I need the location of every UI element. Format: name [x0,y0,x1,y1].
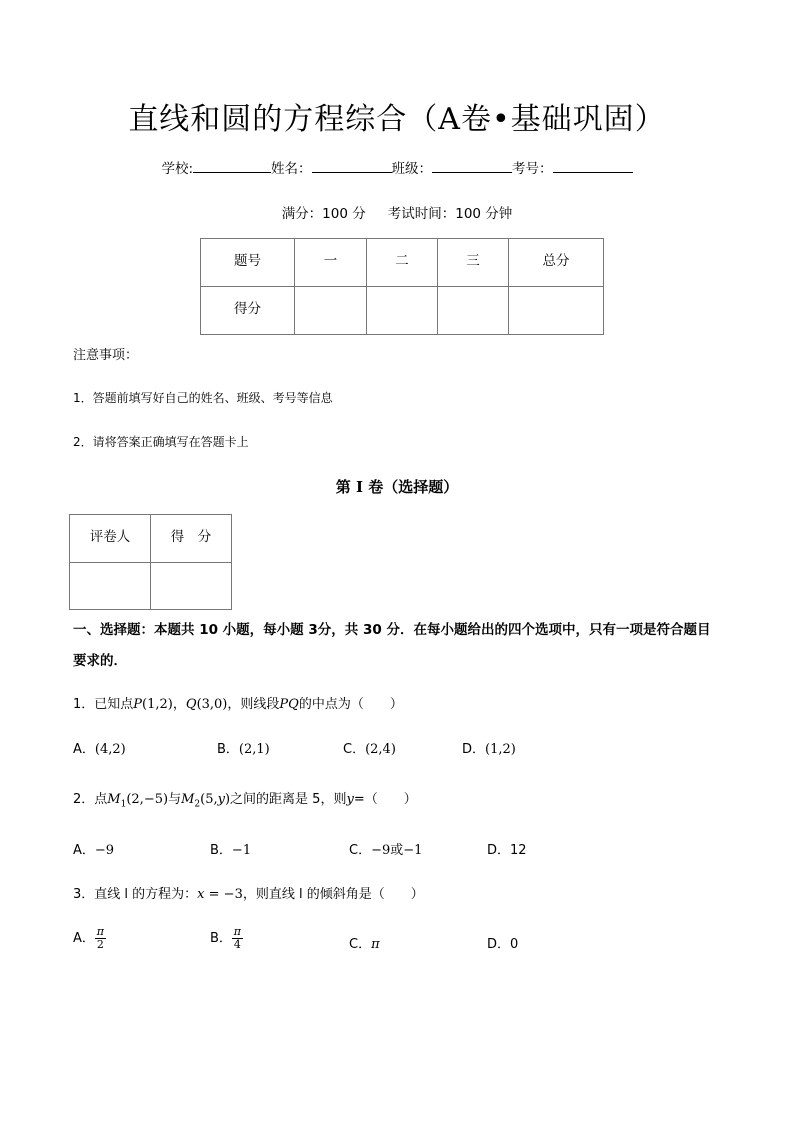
score-table-header-row [201,239,604,287]
option-text: (2,1) [238,742,270,757]
grader-table [69,514,232,610]
segment-label: PQ [279,697,299,712]
option-d[interactable] [462,738,516,757]
point-m2-subscript: 2 [194,799,201,810]
stem-text: 的中点为（ ） [298,697,403,712]
option-text: −1 [231,843,252,858]
score-table-header: 题号 [201,239,295,287]
stem-text: 之间的距离是 5，则 [230,792,347,807]
grader-table-header-row [70,515,232,563]
score-row-label: 得分 [201,287,295,335]
fraction-denominator: 2 [96,938,104,951]
option-letter: A． [73,931,95,946]
score-cell [438,287,509,335]
score-table [200,238,604,335]
full-marks: 满分：100 分 [281,206,366,222]
option-text: 0 [510,937,519,952]
question-number: 2． [73,792,95,807]
score-cell [295,287,367,335]
point-m1-subscript: 1 [120,799,127,810]
score-table-header: 二 [367,239,438,287]
score-table-score-row [201,287,604,335]
notice-item: 2．请将答案正确填写在答题卡上 [73,435,249,449]
class-label: 班级： [391,161,433,177]
grader-header: 得 分 [151,515,232,563]
grader-cell [70,563,151,610]
point-p-coords: (1,2) [142,697,173,712]
option-b[interactable] [210,839,251,858]
name-blank [312,160,392,173]
stem-text: 点 [94,792,108,807]
equation-variable: x [197,887,205,902]
exam-no-label: 考号： [512,161,553,177]
option-letter: B． [210,931,232,946]
option-b[interactable] [210,926,243,951]
option-text: 12 [510,843,527,858]
option-letter: C． [343,742,366,757]
score-cell [509,287,604,335]
question-2-stem [73,788,417,810]
point-q-label: Q [185,697,197,712]
point-m1-coords: (2,−5) [126,792,169,807]
fraction [232,926,243,951]
fraction-denominator: 4 [233,938,241,951]
grader-table-blank-row [70,563,232,610]
point-m2-y: y [217,792,225,807]
option-c[interactable] [343,738,396,757]
exam-time: 考试时间：100 分钟 [387,206,513,222]
option-c[interactable] [349,839,422,858]
stem-text: =（ ） [353,792,417,807]
option-text: (4,2) [94,742,126,757]
option-letter: C． [349,843,372,858]
score-line [0,202,794,222]
option-letter: D． [487,937,511,952]
point-p-label: P [133,697,143,712]
point-m2-close: ) [224,792,231,807]
page-title: 直线和圆的方程综合（A卷•基础巩固） [128,102,666,137]
fraction-numerator: π [233,925,242,938]
variable-y: y [346,792,354,807]
score-table-header: 一 [295,239,367,287]
point-m1-label: M [107,792,121,807]
option-a[interactable] [73,738,126,757]
option-letter: B． [217,742,239,757]
point-m2-label: M [181,792,195,807]
equation-rest: = −3 [204,887,243,902]
class-blank [432,160,512,173]
option-d[interactable] [487,839,527,858]
option-letter: B． [210,843,232,858]
grader-header: 评卷人 [70,515,151,563]
fraction-numerator: π [96,925,105,938]
stem-text: ， [172,697,186,712]
option-letter: C． [349,937,372,952]
section-title: 第 I 卷（选择题） [335,478,459,496]
option-letter: A． [73,843,95,858]
score-table-header: 三 [438,239,509,287]
option-letter: A． [73,742,95,757]
stem-text: 直线 l 的方程为： [94,887,198,902]
stem-text: 与 [168,792,182,807]
option-letter: D． [487,843,511,858]
option-text: (1,2) [485,742,516,757]
option-text: π [371,937,380,952]
option-d[interactable] [487,933,518,952]
score-cell [367,287,438,335]
stem-text: ，则直线 l 的倾斜角是（ ） [242,887,424,902]
student-info-line [0,157,794,177]
exam-no-blank [553,160,633,173]
option-a[interactable] [73,839,114,858]
option-text: (2,4) [365,742,396,757]
point-q-coords: (3,0) [196,697,228,712]
option-b[interactable] [217,738,270,757]
option-text: −9或−1 [371,843,423,858]
instructions-line-1: 一、选择题：本题共 10 小题，每小题 3分，共 30 分．在每小题给出的四个选项中，只有一项是符合题目 [73,622,711,638]
name-label: 姓名： [271,161,312,177]
grader-cell [151,563,232,610]
question-number: 1． [73,697,95,712]
stem-text: 已知点 [94,697,134,712]
question-1-stem [73,693,403,712]
option-a[interactable] [73,926,106,951]
stem-text: ，则线段 [227,697,280,712]
school-blank [193,160,271,173]
question-number: 3． [73,887,95,902]
point-m2-coords: (5, [200,792,218,807]
fraction [95,926,106,951]
option-letter: D． [462,742,486,757]
option-text: −9 [94,843,115,858]
option-c[interactable] [349,933,380,952]
question-3-stem [73,883,424,902]
instructions-line-2: 要求的． [73,653,127,669]
notice-title: 注意事项： [73,348,139,363]
school-label: 学校: [161,161,194,177]
notice-item: 1．答题前填写好自己的姓名、班级、考号等信息 [73,391,333,405]
score-table-header: 总分 [509,239,604,287]
